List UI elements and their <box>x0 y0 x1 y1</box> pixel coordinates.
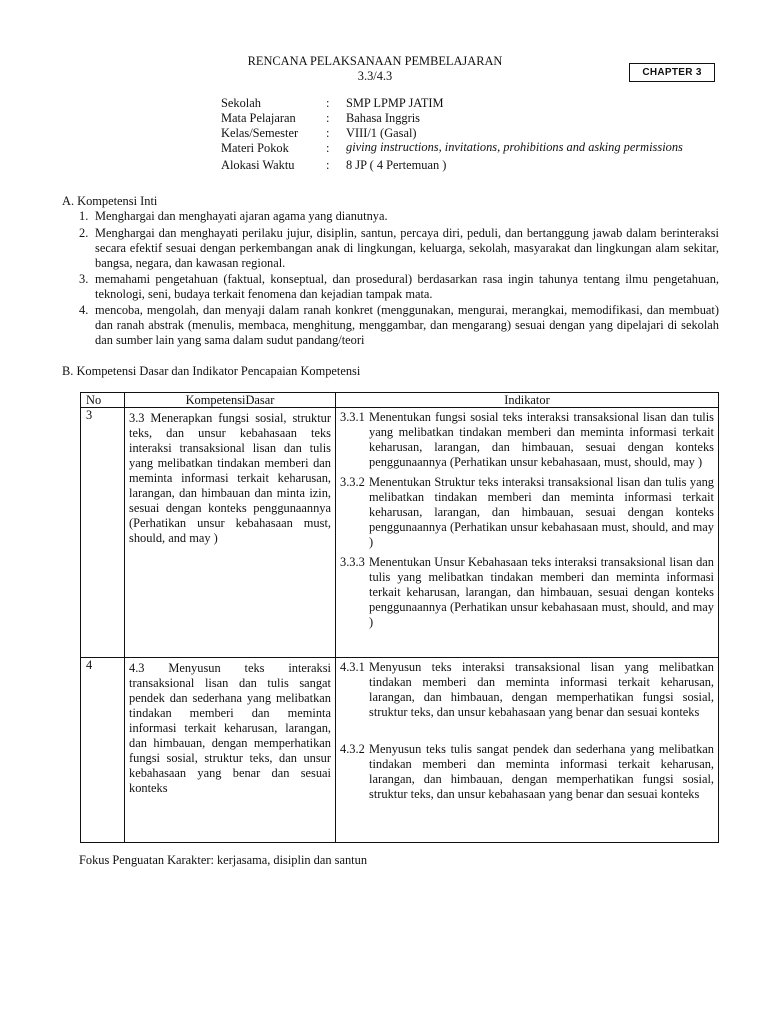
indicator-number: 3.3.2 <box>340 475 365 489</box>
list-item <box>79 272 719 302</box>
indicator-cell <box>336 408 719 658</box>
list-item-text: mencoba, mengolah, dan menyaji dalam ranah konkret (menggunakan, mengurai, merangkai, memodifikasi, dan membuat) dan ranah abstrak (menulis, membaca, menghitung, menggambar, dan mengarang) sesuai dengan yang dipelajari di sekolah dan sumber lain yang sama dalam sudut pandang/teori <box>95 303 719 347</box>
list-item <box>79 303 719 348</box>
chapter-badge: CHAPTER 3 <box>629 63 715 82</box>
list-item-number: 1. <box>79 209 89 223</box>
table-header-row <box>81 393 719 408</box>
meta-value: VIII/1 (Gasal) <box>346 126 417 140</box>
column-header-kd: KompetensiDasar <box>125 393 336 408</box>
meta-row-kelas <box>221 126 721 141</box>
list-item <box>79 209 719 224</box>
list-item <box>79 226 719 271</box>
meta-value: SMP LPMP JATIM <box>346 96 444 110</box>
indicator-number: 3.3.1 <box>340 410 365 424</box>
meta-row-sekolah <box>221 96 721 111</box>
meta-colon: : <box>326 126 330 140</box>
kompetensi-inti-list <box>79 209 719 348</box>
meta-row-materi <box>221 141 721 156</box>
kompetensi-dasar-table <box>80 392 719 843</box>
fokus-karakter: Fokus Penguatan Karakter: kerjasama, disiplin dan santun <box>79 853 368 867</box>
kd-text: 4.3 Menyusun teks interaksi transaksional lisan dan tulis sangat pendek dan sederhana yang melibatkan tindakan memberi dan meminta informasi terkait keharusan, larangan, dan himbauan, dengan memperhatikan fungsi sosial, struktur teks, dan unsur kebahasaan yang benar dan sesuai konteks <box>129 661 331 795</box>
meta-colon: : <box>326 158 330 172</box>
document-title: RENCANA PELAKSANAAN PEMBELAJARAN <box>247 54 503 68</box>
meta-value: giving instructions, invitations, prohibitions and asking permissions <box>346 140 683 154</box>
indicator-text: Menentukan Unsur Kebahasaan teks interaksi transaksional lisan dan tulis yang melibatkan tindakan memberi dan meminta informasi terkait keharusan, larangan, dan himbauan, sesuai dengan konteks penggunaannya (Perhatikan unsur kebahasaan must, should, and may ) <box>369 555 714 629</box>
kd-text: 3.3 Menerapkan fungsi sosial, struktur teks, dan unsur kebahasaan teks interaksi transaksional lisan dan tulis yang melibatkan tindakan memberi dan meminta informasi terkait keharusan, larangan, dan himbauan dan minta izin, sesuai dengan konteks penggunaannya (Perhatikan unsur kebahasaan must, should, and may ) <box>129 411 331 545</box>
meta-row-mapel <box>221 111 721 126</box>
meta-key: Materi Pokok <box>221 141 289 155</box>
indicator-item <box>336 658 718 720</box>
list-item-number: 2. <box>79 226 89 240</box>
section-a-heading: A. Kompetensi Inti <box>62 194 158 208</box>
meta-row-alokasi <box>221 158 721 173</box>
indicator-item <box>336 740 718 802</box>
meta-key: Alokasi Waktu <box>221 158 295 172</box>
indicator-cell <box>336 658 719 843</box>
indicator-item <box>336 553 718 630</box>
row-number: 3 <box>81 408 125 658</box>
indicator-text: Menentukan Struktur teks interaksi transaksional lisan dan tulis yang melibatkan tindakan memberi dan meminta informasi terkait keharusan, larangan, dan himbauan, sesuai dengan konteks penggunaannya (Perhatikan unsur kebahasaan must, should, and may ) <box>369 475 714 549</box>
indicator-text: Menentukan fungsi sosial teks interaksi transaksional lisan dan tulis yang melibatkan tindakan memberi dan meminta informasi terkait keharusan, larangan, dan himbauan, sesuai dengan konteks penggunaannya (Perhatikan unsur kebahasaan, must, should, may ) <box>369 410 714 469</box>
column-header-no: No <box>81 393 125 408</box>
kd-cell <box>125 658 336 843</box>
list-item-number: 4. <box>79 303 89 317</box>
indicator-number: 4.3.2 <box>340 742 365 756</box>
meta-colon: : <box>326 141 330 155</box>
indicator-number: 4.3.1 <box>340 660 365 674</box>
meta-key: Sekolah <box>221 96 261 110</box>
meta-value: 8 JP ( 4 Pertemuan ) <box>346 158 447 172</box>
list-item-text: memahami pengetahuan (faktual, konseptual, dan prosedural) berdasarkan rasa ingin tahunya tentang ilmu pengetahuan, teknologi, seni, budaya terkait fenomena dan kejadian tampak mata. <box>95 272 719 301</box>
table-row <box>81 408 719 658</box>
indicator-number: 3.3.3 <box>340 555 365 569</box>
table-row <box>81 658 719 843</box>
meta-colon: : <box>326 111 330 125</box>
list-item-text: Menghargai dan menghayati ajaran agama yang dianutnya. <box>95 209 388 223</box>
indicator-text: Menyusun teks interaksi transaksional lisan yang melibatkan tindakan memberi dan meminta informasi terkait keharusan, larangan, dan himbauan, dengan memperhatikan fungsi sosial, struktur teks, dan unsur kebahasaan yang benar dan sesuai konteks <box>369 660 714 719</box>
meta-value: Bahasa Inggris <box>346 111 420 125</box>
column-header-indikator: Indikator <box>336 393 719 408</box>
indicator-text: Menyusun teks tulis sangat pendek dan sederhana yang melibatkan tindakan memberi dan meminta informasi terkait keharusan, larangan, dan himbauan, dengan memperhatikan fungsi sosial, struktur teks, dan unsur kebahasaan yang benar dan sesuai konteks <box>369 742 714 801</box>
meta-colon: : <box>326 96 330 110</box>
list-item-number: 3. <box>79 272 89 286</box>
indicator-item <box>336 408 718 470</box>
section-b-heading: B. Kompetensi Dasar dan Indikator Pencapaian Kompetensi <box>62 364 361 378</box>
list-item-text: Menghargai dan menghayati perilaku jujur, disiplin, santun, percaya diri, peduli, dan bertanggung jawab dalam berinteraksi secara efektif sesuai dengan perkembangan anak di lingkungan, keluarga, sekolah, masyarakat dan lingkungan alam sekitar, bangsa, negara, dan kawasan regional. <box>95 226 719 270</box>
indicator-item <box>336 473 718 550</box>
meta-key: Mata Pelajaran <box>221 111 296 125</box>
row-number: 4 <box>81 658 125 843</box>
document-subtitle: 3.3/4.3 <box>357 69 393 83</box>
kd-cell <box>125 408 336 658</box>
meta-block <box>221 96 721 173</box>
meta-key: Kelas/Semester <box>221 126 299 140</box>
